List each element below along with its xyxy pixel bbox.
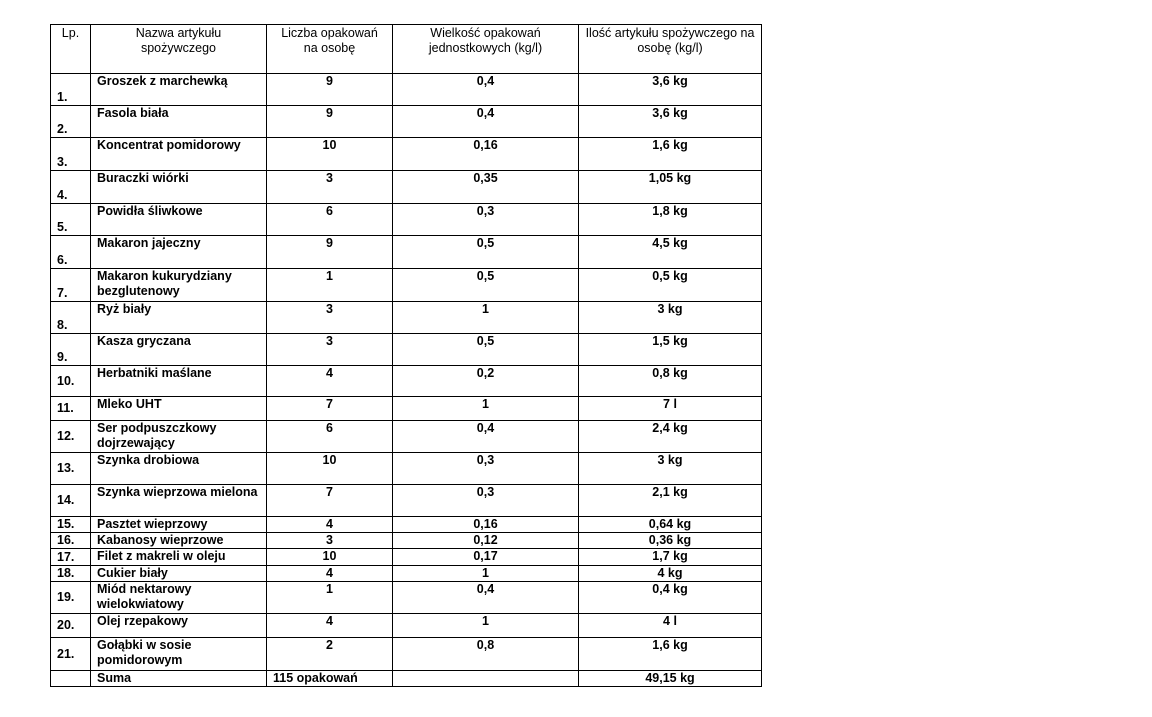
row-packages: 6 bbox=[267, 421, 393, 453]
row-name: Pasztet wieprzowy bbox=[91, 517, 267, 533]
table-row bbox=[51, 302, 762, 334]
table-row bbox=[51, 453, 762, 485]
row-lp: 7. bbox=[51, 269, 91, 302]
row-amount: 0,36 kg bbox=[579, 533, 762, 549]
table-row bbox=[51, 533, 762, 549]
row-packages: 10 bbox=[267, 453, 393, 485]
row-lp: 14. bbox=[51, 485, 91, 517]
header-packages: Liczba opakowań na osobę bbox=[267, 25, 393, 74]
row-amount: 1,8 kg bbox=[579, 204, 762, 236]
row-size: 0,4 bbox=[393, 106, 579, 138]
row-packages: 10 bbox=[267, 549, 393, 566]
row-size: 0,35 bbox=[393, 171, 579, 204]
table-row bbox=[51, 269, 762, 302]
row-size: 0,4 bbox=[393, 74, 579, 106]
row-size: 0,5 bbox=[393, 334, 579, 366]
row-lp: 21. bbox=[51, 638, 91, 671]
row-lp: 10. bbox=[51, 366, 91, 397]
row-lp: 12. bbox=[51, 421, 91, 453]
table-row bbox=[51, 106, 762, 138]
table-row bbox=[51, 566, 762, 582]
row-amount: 0,4 kg bbox=[579, 582, 762, 614]
table-body bbox=[51, 74, 762, 671]
row-lp: 2. bbox=[51, 106, 91, 138]
row-name: Kasza gryczana bbox=[91, 334, 267, 366]
row-name: Szynka wieprzowa mielona bbox=[91, 485, 267, 517]
row-amount: 4,5 kg bbox=[579, 236, 762, 269]
row-packages: 7 bbox=[267, 485, 393, 517]
row-packages: 9 bbox=[267, 106, 393, 138]
table-row bbox=[51, 517, 762, 533]
row-amount: 1,6 kg bbox=[579, 138, 762, 171]
row-amount: 1,6 kg bbox=[579, 638, 762, 671]
row-lp: 11. bbox=[51, 397, 91, 421]
row-amount: 0,8 kg bbox=[579, 366, 762, 397]
table-row bbox=[51, 485, 762, 517]
row-lp: 6. bbox=[51, 236, 91, 269]
row-size: 0,16 bbox=[393, 517, 579, 533]
table-row bbox=[51, 334, 762, 366]
row-size: 0,3 bbox=[393, 485, 579, 517]
row-size: 0,8 bbox=[393, 638, 579, 671]
row-name: Herbatniki maślane bbox=[91, 366, 267, 397]
row-size: 0,12 bbox=[393, 533, 579, 549]
summary-label: Suma bbox=[91, 671, 267, 687]
row-lp: 5. bbox=[51, 204, 91, 236]
row-lp: 1. bbox=[51, 74, 91, 106]
row-lp: 20. bbox=[51, 614, 91, 638]
row-packages: 2 bbox=[267, 638, 393, 671]
row-lp: 3. bbox=[51, 138, 91, 171]
row-name: Cukier biały bbox=[91, 566, 267, 582]
row-size: 0,3 bbox=[393, 204, 579, 236]
row-lp: 19. bbox=[51, 582, 91, 614]
row-size: 0,17 bbox=[393, 549, 579, 566]
row-name: Makaron jajeczny bbox=[91, 236, 267, 269]
row-name: Fasola biała bbox=[91, 106, 267, 138]
row-size: 1 bbox=[393, 566, 579, 582]
row-lp: 17. bbox=[51, 549, 91, 566]
row-lp: 4. bbox=[51, 171, 91, 204]
row-packages: 10 bbox=[267, 138, 393, 171]
table-row bbox=[51, 138, 762, 171]
row-size: 0,4 bbox=[393, 421, 579, 453]
row-lp: 16. bbox=[51, 533, 91, 549]
table-row bbox=[51, 582, 762, 614]
row-amount: 0,5 kg bbox=[579, 269, 762, 302]
row-packages: 3 bbox=[267, 171, 393, 204]
row-name: Szynka drobiowa bbox=[91, 453, 267, 485]
header-name: Nazwa artykułu spożywczego bbox=[91, 25, 267, 74]
row-amount: 3 kg bbox=[579, 302, 762, 334]
row-amount: 3 kg bbox=[579, 453, 762, 485]
table-row bbox=[51, 397, 762, 421]
row-lp: 15. bbox=[51, 517, 91, 533]
table-header-row bbox=[51, 25, 762, 74]
food-items-table bbox=[50, 24, 762, 687]
row-lp: 8. bbox=[51, 302, 91, 334]
row-name: Kabanosy wieprzowe bbox=[91, 533, 267, 549]
row-packages: 1 bbox=[267, 269, 393, 302]
row-size: 0,4 bbox=[393, 582, 579, 614]
table-row bbox=[51, 74, 762, 106]
row-amount: 1,7 kg bbox=[579, 549, 762, 566]
row-name: Ryż biały bbox=[91, 302, 267, 334]
row-size: 0,3 bbox=[393, 453, 579, 485]
row-packages: 7 bbox=[267, 397, 393, 421]
table-row bbox=[51, 614, 762, 638]
row-packages: 1 bbox=[267, 582, 393, 614]
row-amount: 3,6 kg bbox=[579, 74, 762, 106]
table-row bbox=[51, 171, 762, 204]
row-name: Olej rzepakowy bbox=[91, 614, 267, 638]
header-size: Wielkość opakowań jednostkowych (kg/l) bbox=[393, 25, 579, 74]
summary-size bbox=[393, 671, 579, 687]
row-lp: 18. bbox=[51, 566, 91, 582]
row-name: Ser podpuszczkowy dojrzewający bbox=[91, 421, 267, 453]
row-name: Koncentrat pomidorowy bbox=[91, 138, 267, 171]
row-size: 0,2 bbox=[393, 366, 579, 397]
row-packages: 6 bbox=[267, 204, 393, 236]
table-row bbox=[51, 421, 762, 453]
row-name: Gołąbki w sosie pomidorowym bbox=[91, 638, 267, 671]
header-amount: Ilość artykułu spożywczego na osobę (kg/l) bbox=[579, 25, 762, 74]
table-row bbox=[51, 549, 762, 566]
row-amount: 4 kg bbox=[579, 566, 762, 582]
row-size: 1 bbox=[393, 302, 579, 334]
table-row bbox=[51, 366, 762, 397]
row-amount: 1,5 kg bbox=[579, 334, 762, 366]
row-amount: 3,6 kg bbox=[579, 106, 762, 138]
row-name: Powidła śliwkowe bbox=[91, 204, 267, 236]
row-size: 1 bbox=[393, 397, 579, 421]
row-packages: 3 bbox=[267, 302, 393, 334]
row-amount: 0,64 kg bbox=[579, 517, 762, 533]
row-packages: 3 bbox=[267, 334, 393, 366]
table-row bbox=[51, 638, 762, 671]
summary-row bbox=[51, 671, 762, 687]
row-packages: 3 bbox=[267, 533, 393, 549]
row-packages: 4 bbox=[267, 566, 393, 582]
row-name: Mleko UHT bbox=[91, 397, 267, 421]
row-amount: 2,1 kg bbox=[579, 485, 762, 517]
row-lp: 13. bbox=[51, 453, 91, 485]
row-size: 0,5 bbox=[393, 236, 579, 269]
header-lp: Lp. bbox=[51, 25, 91, 74]
row-packages: 9 bbox=[267, 236, 393, 269]
row-name: Filet z makreli w oleju bbox=[91, 549, 267, 566]
row-name: Makaron kukurydziany bezglutenowy bbox=[91, 269, 267, 302]
summary-packages: 115 opakowań bbox=[267, 671, 393, 687]
row-lp: 9. bbox=[51, 334, 91, 366]
row-name: Groszek z marchewką bbox=[91, 74, 267, 106]
row-packages: 9 bbox=[267, 74, 393, 106]
row-size: 0,5 bbox=[393, 269, 579, 302]
row-packages: 4 bbox=[267, 517, 393, 533]
row-amount: 2,4 kg bbox=[579, 421, 762, 453]
summary-amount: 49,15 kg bbox=[579, 671, 762, 687]
row-packages: 4 bbox=[267, 366, 393, 397]
row-size: 1 bbox=[393, 614, 579, 638]
row-amount: 4 l bbox=[579, 614, 762, 638]
row-amount: 7 l bbox=[579, 397, 762, 421]
table-row bbox=[51, 204, 762, 236]
row-size: 0,16 bbox=[393, 138, 579, 171]
summary-lp bbox=[51, 671, 91, 687]
table-row bbox=[51, 236, 762, 269]
row-amount: 1,05 kg bbox=[579, 171, 762, 204]
row-name: Buraczki wiórki bbox=[91, 171, 267, 204]
row-packages: 4 bbox=[267, 614, 393, 638]
row-name: Miód nektarowy wielokwiatowy bbox=[91, 582, 267, 614]
